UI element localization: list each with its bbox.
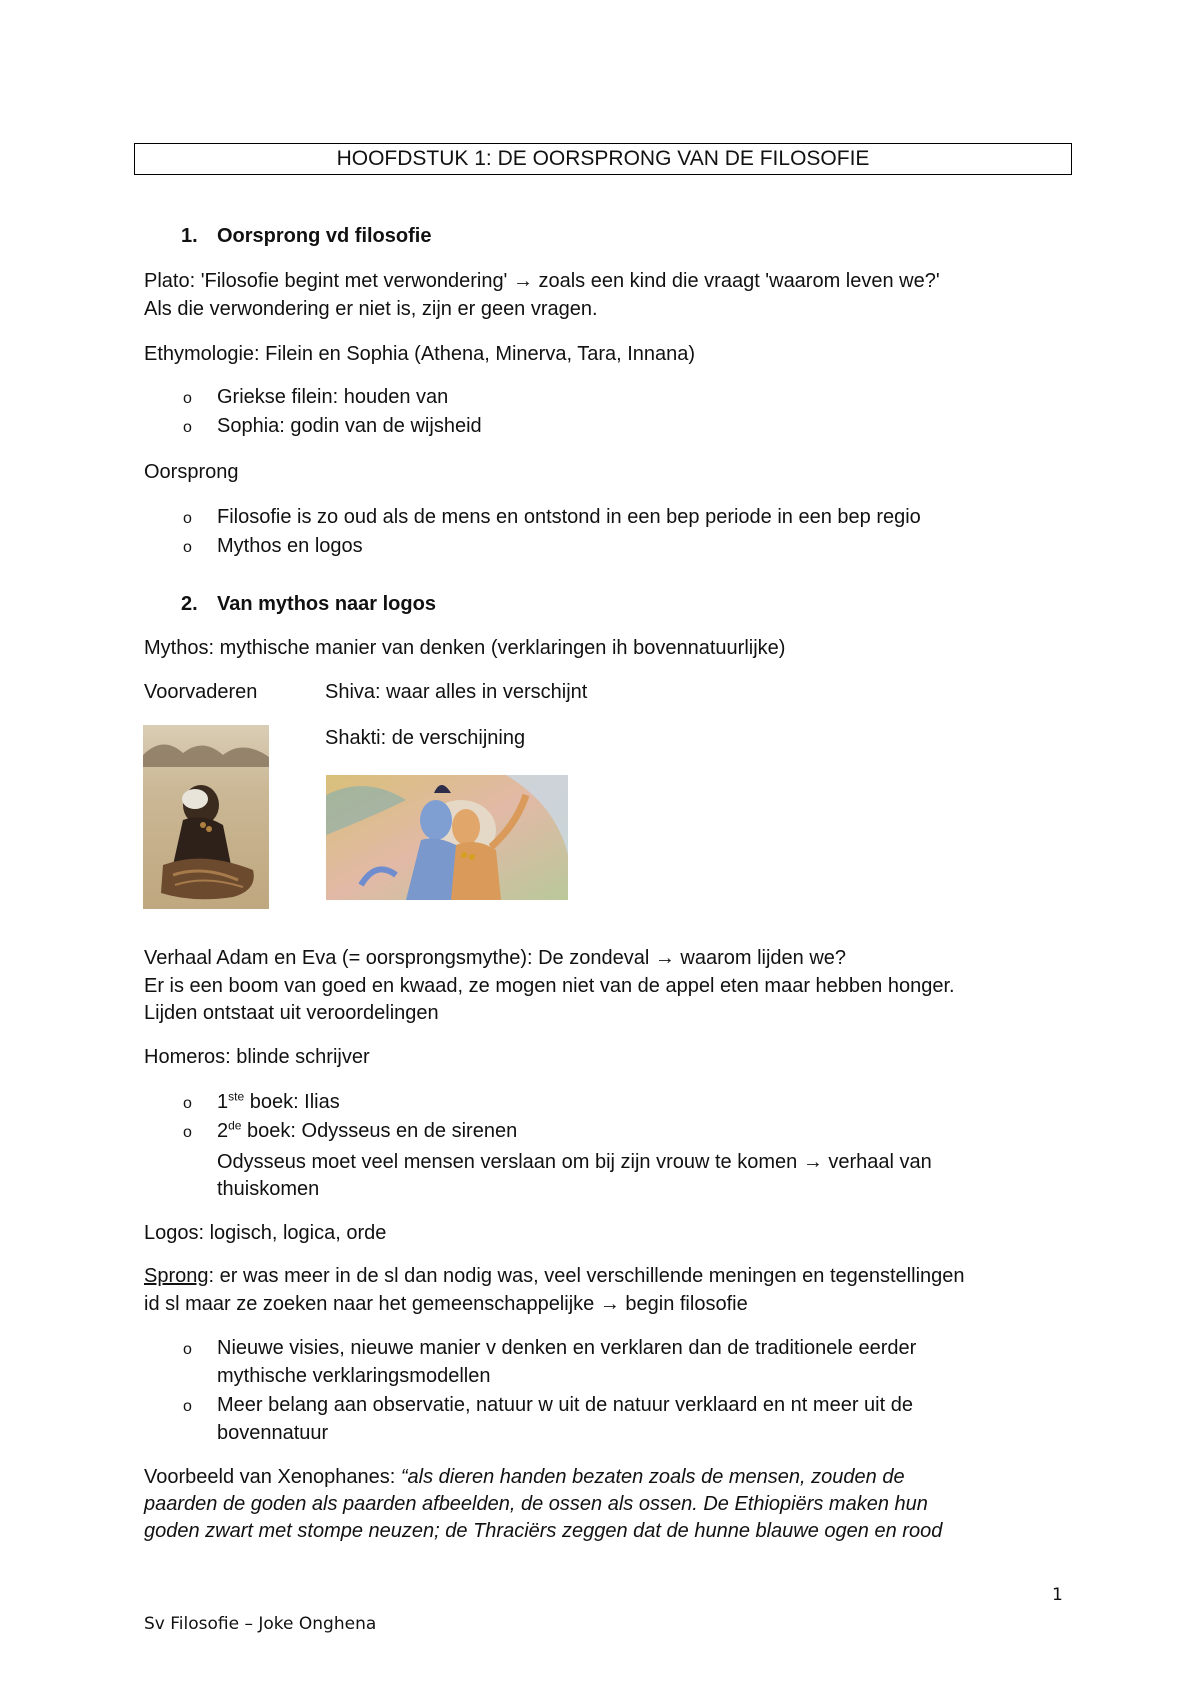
adam-line-3: Lijden ontstaat uit veroordelingen xyxy=(144,1002,439,1024)
xeno-quote-a: “als dieren handen bezaten zoals de mensen, zouden de xyxy=(400,1466,905,1488)
shakti-line: Shakti: de verschijning xyxy=(325,727,526,749)
book-2-num: 2 xyxy=(217,1120,229,1142)
book-2-sup: de xyxy=(228,1118,242,1133)
chapter-title: HOOFDSTUK 1: DE OORSPRONG VAN DE FILOSOFIE xyxy=(134,143,1072,175)
odysseus-line-2: thuiskomen xyxy=(217,1178,320,1200)
sprong-item-1: Nieuwe visies, nieuwe manier v denken en verklaren dan de traditionele eerder xyxy=(217,1337,917,1359)
etym-item-2: Sophia: godin van de wijsheid xyxy=(217,415,482,437)
book-1-item xyxy=(217,1088,340,1116)
odysseus-line xyxy=(217,1148,932,1176)
book-2-item xyxy=(217,1117,517,1145)
sprong-item-2-line-2: bovennatuur xyxy=(217,1422,329,1444)
bullet-icon: o xyxy=(183,1124,192,1141)
sprong-label: Sprong xyxy=(144,1265,209,1287)
book-1-rest: boek: Ilias xyxy=(244,1091,340,1113)
oorsprong-label: Oorsprong xyxy=(144,461,239,483)
arrow-icon: → xyxy=(512,270,533,292)
bullet-icon: o xyxy=(183,510,192,527)
oorsprong-item-1: Filosofie is zo oud als de mens en ontstond in een bep periode in een bep regio xyxy=(217,506,921,528)
xenophanes-line xyxy=(144,1463,905,1491)
sprong-text-a: id sl maar ze zoeken naar het gemeenschappelijke xyxy=(144,1293,600,1315)
sprong-line xyxy=(144,1262,965,1290)
xenophanes-line-3: goden zwart met stompe neuzen; de Thraciërs zeggen dat de hunne blauwe ogen en rood xyxy=(144,1520,943,1542)
bullet-icon: o xyxy=(183,419,192,436)
plato-line-2: Als die verwondering er niet is, zijn er geen vragen. xyxy=(144,298,598,320)
adam-text-b: waarom lijden we? xyxy=(674,947,847,969)
bullet-icon: o xyxy=(183,390,192,407)
sprong-item-1-line-2: mythische verklaringsmodellen xyxy=(217,1365,491,1387)
plato-line xyxy=(144,267,940,295)
book-1-sup: ste xyxy=(228,1089,245,1104)
sprong-item-2: Meer belang aan observatie, natuur w uit de natuur verklaard en nt meer uit de xyxy=(217,1394,913,1416)
oorsprong-item-2: Mythos en logos xyxy=(217,535,363,557)
xeno-text-a: Voorbeeld van Xenophanes: xyxy=(144,1466,401,1488)
book-1-num: 1 xyxy=(217,1091,229,1113)
sprong-text-b: begin filosofie xyxy=(619,1293,748,1315)
etym-item-1: Griekse filein: houden van xyxy=(217,386,449,408)
section-1-number: 1. xyxy=(181,225,198,247)
ancestor-photo xyxy=(143,725,269,909)
sprong-rest: : er was meer in de sl dan nodig was, veel verschillende meningen en tegenstellingen xyxy=(208,1265,965,1287)
bullet-icon: o xyxy=(183,1341,192,1358)
arrow-icon: → xyxy=(802,1151,823,1173)
voorvaderen-label: Voorvaderen xyxy=(144,681,258,703)
etymology-line: Ethymologie: Filein en Sophia (Athena, Minerva, Tara, Innana) xyxy=(144,343,696,365)
homeros-line: Homeros: blinde schrijver xyxy=(144,1046,370,1068)
book-2-rest: boek: Odysseus en de sirenen xyxy=(241,1120,518,1142)
shiva-line: Shiva: waar alles in verschijnt xyxy=(325,681,588,703)
plato-text-a: Plato: 'Filosofie begint met verwondering' xyxy=(144,270,513,292)
bullet-icon: o xyxy=(183,1398,192,1415)
odysseus-text-b: verhaal van xyxy=(822,1151,932,1173)
adam-text-a: Verhaal Adam en Eva (= oorsprongsmythe): De zondeval xyxy=(144,947,655,969)
arrow-icon: → xyxy=(599,1293,620,1315)
logos-line: Logos: logisch, logica, orde xyxy=(144,1222,387,1244)
bullet-icon: o xyxy=(183,1095,192,1112)
page-number: 1 xyxy=(1052,1585,1063,1605)
odysseus-text-a: Odysseus moet veel mensen verslaan om bij zijn vrouw te komen xyxy=(217,1151,803,1173)
footer-text: Sv Filosofie – Joke Onghena xyxy=(144,1614,377,1634)
adam-line xyxy=(144,944,846,972)
adam-line-2: Er is een boom van goed en kwaad, ze mogen niet van de appel eten maar hebben honger. xyxy=(144,975,955,997)
plato-text-b: zoals een kind die vraagt 'waarom leven we?' xyxy=(532,270,940,292)
mythos-line: Mythos: mythische manier van denken (verklaringen ih bovennatuurlijke) xyxy=(144,637,786,659)
shiva-shakti-painting xyxy=(326,775,568,900)
section-2-heading: Van mythos naar logos xyxy=(217,593,436,615)
arrow-icon: → xyxy=(654,947,675,969)
bullet-icon: o xyxy=(183,539,192,556)
xenophanes-line-2: paarden de goden als paarden afbeelden, de ossen als ossen. De Ethiopiërs maken hun xyxy=(144,1493,928,1515)
section-1-heading: Oorsprong vd filosofie xyxy=(217,225,432,247)
sprong-line-2 xyxy=(144,1290,748,1318)
section-2-number: 2. xyxy=(181,593,198,615)
